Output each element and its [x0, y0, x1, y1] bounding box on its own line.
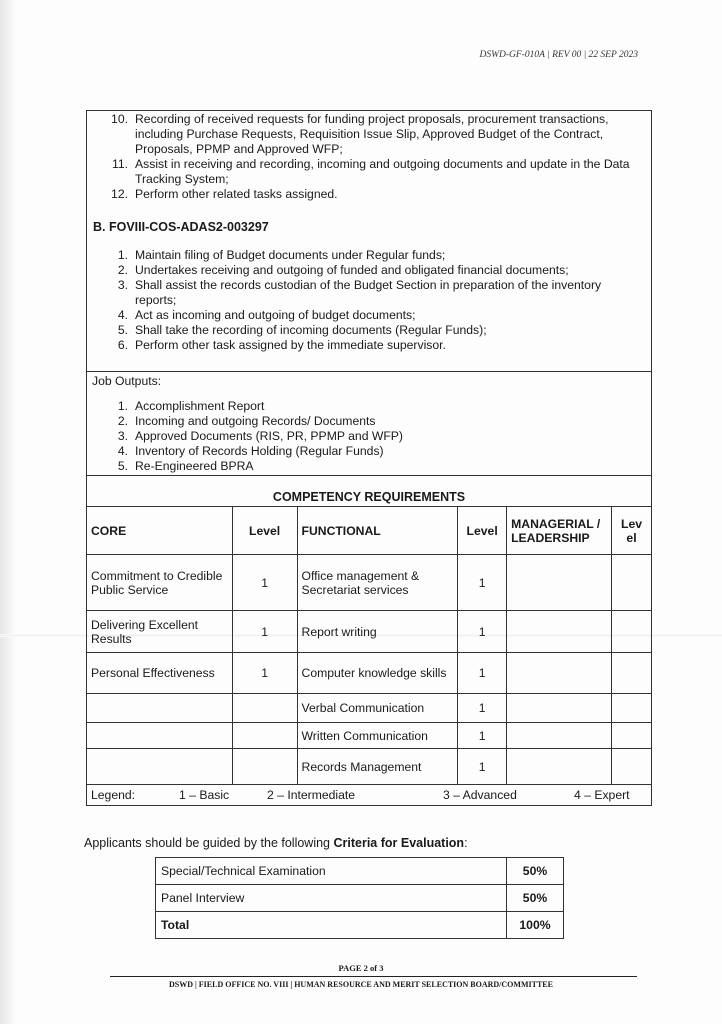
criteria-label: Special/Technical Examination — [156, 858, 507, 885]
level-cell: 1 — [232, 611, 297, 653]
table-row — [87, 749, 652, 785]
list-item: 1. Accomplishment Report — [117, 399, 265, 413]
footer-rule — [110, 976, 637, 977]
table-row — [87, 723, 652, 749]
header-functional: FUNCTIONAL — [297, 507, 458, 555]
legend-basic: 1 – Basic — [179, 788, 230, 802]
criteria-label: Panel Interview — [156, 885, 507, 912]
duties-a-list — [108, 112, 638, 202]
level-cell — [612, 611, 652, 653]
level-cell — [232, 723, 297, 749]
core-cell — [87, 749, 233, 785]
criteria-total-label: Total — [156, 912, 507, 939]
level-cell — [232, 694, 297, 723]
level-cell: 1 — [458, 723, 507, 749]
level-cell — [612, 749, 652, 785]
functional-cell: Computer knowledge skills — [297, 653, 458, 694]
criteria-table — [155, 857, 564, 939]
job-outputs-list — [108, 399, 638, 474]
document-reference: DSWD-GF-010A | REV 00 | 22 SEP 2023 — [479, 50, 638, 60]
table-header-row — [87, 507, 652, 555]
competency-table — [86, 506, 652, 785]
level-cell — [612, 653, 652, 694]
functional-cell: Records Management — [297, 749, 458, 785]
legend-advanced: 3 – Advanced — [443, 788, 517, 802]
managerial-cell — [507, 555, 612, 611]
duties-b-list — [108, 248, 638, 353]
legend-label: Legend: — [91, 788, 136, 802]
level-cell: 1 — [232, 653, 297, 694]
level-cell: 1 — [458, 555, 507, 611]
managerial-cell — [507, 749, 612, 785]
criteria-percent: 50% — [507, 858, 564, 885]
divider — [86, 371, 652, 372]
list-item: 2. Incoming and outgoing Records/ Documents — [117, 414, 376, 428]
list-item: 10. Recording of received requests for funding project proposals, procurement transactions, including Purchase Requests, Requisition Issue Slip, Approved Budget of the Contract, Proposals, PPMP and Approved WFP; — [111, 112, 609, 156]
table-row — [87, 555, 652, 611]
functional-cell: Report writing — [297, 611, 458, 653]
functional-cell: Written Communication — [297, 723, 458, 749]
core-cell — [87, 723, 233, 749]
list-item: 1. Maintain filing of Budget documents under Regular funds; — [117, 248, 446, 262]
list-item: 5. Re-Engineered BPRA — [117, 459, 254, 473]
level-cell: 1 — [232, 555, 297, 611]
level-cell — [612, 723, 652, 749]
page-number: PAGE 2 of 3 — [338, 963, 384, 973]
legend-intermediate: 2 – Intermediate — [267, 788, 356, 802]
core-cell — [87, 694, 233, 723]
divider — [86, 475, 652, 476]
functional-cell: Office management & Secretariat services — [297, 555, 458, 611]
level-cell — [612, 555, 652, 611]
list-item: 3. Approved Documents (RIS, PR, PPMP and WFP) — [117, 429, 403, 443]
scan-shadow — [0, 0, 16, 1024]
table-row — [87, 611, 652, 653]
header-level: Lev el — [612, 507, 652, 555]
list-item: 6. Perform other task assigned by the immediate supervisor. — [117, 338, 446, 352]
list-item: 4. Inventory of Records Holding (Regular Funds) — [117, 444, 384, 458]
list-item: 12. Perform other related tasks assigned. — [111, 187, 338, 201]
criteria-intro: Applicants should be guided by the following Criteria for Evaluation: — [84, 836, 468, 850]
table-row — [156, 885, 564, 912]
managerial-cell — [507, 694, 612, 723]
job-outputs-label: Job Outputs: — [92, 374, 162, 388]
core-cell: Personal Effectiveness — [87, 653, 233, 694]
table-row — [87, 653, 652, 694]
level-cell: 1 — [458, 611, 507, 653]
section-b-title: B. FOVIII-COS-ADAS2-003297 — [93, 220, 269, 234]
level-cell: 1 — [458, 653, 507, 694]
table-row — [156, 858, 564, 885]
header-level: Level — [232, 507, 297, 555]
list-item: 11. Assist in receiving and recording, incoming and outgoing documents and update in the Data Tracking System; — [111, 157, 630, 186]
level-cell: 1 — [458, 694, 507, 723]
core-cell: Commitment to Credible Public Service — [87, 555, 233, 611]
header-managerial: MANAGERIAL / LEADERSHIP — [507, 507, 612, 555]
list-item: 4. Act as incoming and outgoing of budget documents; — [117, 308, 416, 322]
header-core: CORE — [87, 507, 233, 555]
level-cell — [612, 694, 652, 723]
level-cell: 1 — [458, 749, 507, 785]
criteria-total-percent: 100% — [507, 912, 564, 939]
header-level: Level — [458, 507, 507, 555]
footer-organization: DSWD | FIELD OFFICE NO. VIII | HUMAN RESOURCE AND MERIT SELECTION BOARD/COMMITTEE — [169, 980, 553, 989]
criteria-percent: 50% — [507, 885, 564, 912]
functional-cell: Verbal Communication — [297, 694, 458, 723]
table-row — [156, 912, 564, 939]
managerial-cell — [507, 611, 612, 653]
list-item: 3. Shall assist the records custodian of the Budget Section in preparation of the inventory reports; — [117, 278, 602, 307]
list-item: 2. Undertakes receiving and outgoing of funded and obligated financial documents; — [117, 263, 569, 277]
legend-expert: 4 – Expert — [574, 788, 630, 802]
competency-title: COMPETENCY REQUIREMENTS — [272, 490, 466, 504]
managerial-cell — [507, 723, 612, 749]
core-cell: Delivering Excellent Results — [87, 611, 233, 653]
table-row — [87, 694, 652, 723]
managerial-cell — [507, 653, 612, 694]
list-item: 5. Shall take the recording of incoming documents (Regular Funds); — [117, 323, 487, 337]
level-cell — [232, 749, 297, 785]
